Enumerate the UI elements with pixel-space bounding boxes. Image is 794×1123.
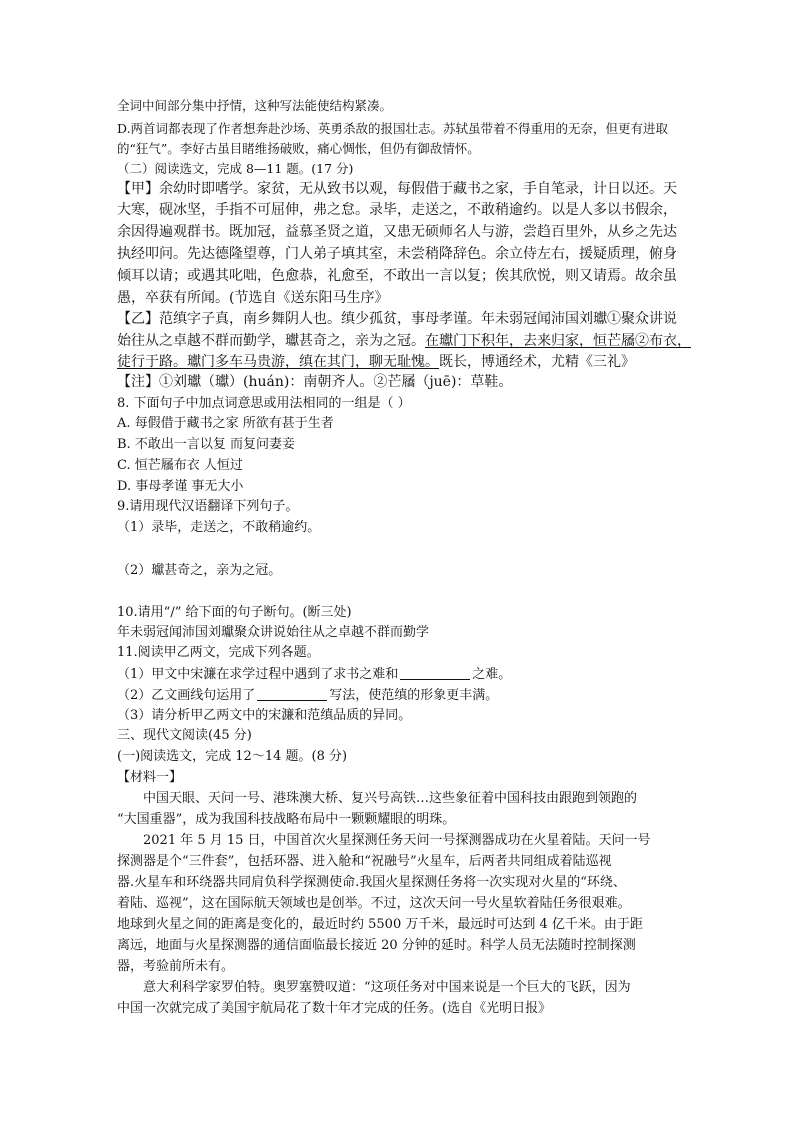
material-line: 着陆、巡视”，这在国际航天领域也是创举。不过，这次天问一号火星软着陆任务很艰难。 — [117, 896, 631, 911]
question-11: 11.阅读甲乙两文，完成下列各题。 — [117, 645, 320, 660]
section-heading: (一)阅读选文，完成 12～14 题。(8 分) — [117, 749, 348, 764]
material-line: 中国天眼、天问一号、港珠澳大桥、复兴号高铁…这些象征着中国科技由跟跑到领跑的 — [143, 791, 638, 806]
material-line: “大国重器”，成为我国科技战略布局中一颗颗耀眼的明珠。 — [117, 812, 456, 827]
question-9-2: （2）瓛甚奇之，亲为之冠。 — [117, 563, 282, 578]
passage-jia-line: 余因得遍观群书。既加冠，益慕圣贤之道，又患无硕师名人与游，尝趋百里外，从乡之先达 — [117, 224, 677, 240]
answer-blank[interactable] — [257, 688, 327, 701]
question-text: 之难。 — [472, 667, 512, 682]
annotation-note: 【注】①刘瓛（瓛）(huán)：南朝齐人。②芒屩（juē)：草鞋。 — [117, 374, 513, 390]
passage-jia-line: 大寒，砚冰坚，手指不可屈伸，弗之怠。录毕，走送之，不敢稍逾约。以是人多以书假余， — [117, 202, 677, 218]
material-line: 中国一次就完成了美国宇航局花了数十年才完成的任务。(选自《光明日报》 — [117, 1001, 552, 1016]
text-line: 全词中间部分集中抒情，这种写法能使结构紧凑。 — [117, 98, 393, 113]
underlined-sentence: 在瓛门下积年，去来归家，恒芒屩②布衣， — [425, 333, 691, 349]
question-9: 9.请用现代汉语翻译下列句子。 — [117, 499, 299, 514]
question-10-sentence: 年未弱冠闻沛国刘瓛聚众讲说始往从之卓越不群而勤学 — [117, 625, 430, 640]
question-11-2 — [117, 688, 498, 702]
material-line: 离远，地面与火星探测器的通信面临最长接近 20 分钟的延时。科学人员无法随时控制探测 — [117, 938, 636, 953]
material-line: 探测器是个“三件套”，包括环器、进入舱和“祝融号”火星车，后两者共同组成着陆巡视 — [117, 854, 612, 869]
question-text: （1）甲文中宋濂在求学过程中遇到了求书之难和 — [117, 667, 399, 682]
passage-jia-line: 倾耳以请；或遇其叱咄，色愈恭，礼愈至，不敢出一言以复；俟其欣悦，则又请焉。故余虽 — [117, 268, 677, 284]
passage-jia-line: 愚，卒获有所闻。(节选自《送东阳马生序》 — [117, 290, 389, 306]
passage-yi-text: 既长，博通经术，尤精《三礼》 — [439, 354, 635, 370]
answer-blank[interactable] — [400, 667, 470, 680]
question-text: （2）乙文画线句运用了 — [117, 688, 256, 703]
passage-jia-line: 【甲】余幼时即嗜学。家贫，无从致书以观，每假借于藏书之家，手自笔录，计日以还。天 — [117, 181, 677, 197]
material-label: 【材料一】 — [117, 770, 183, 785]
passage-yi-line: 【乙】范缜字子真，南乡舞阴人也。缜少孤贫，事母孝谨。年未弱冠闻沛国刘瓛①聚众讲说 — [117, 311, 677, 327]
material-line: 器.火星车和环绕器共同肩负科学探测使命.我国火星探测任务将一次实现对火星的“环绕、 — [117, 875, 626, 890]
question-8: 8. 下面句子中加点词意思或用法相同的一组是（ ） — [117, 396, 411, 411]
question-11-3: （3）请分析甲乙两文中的宋濂和范缜品质的异同。 — [117, 708, 412, 723]
question-9-1: （1）录毕，走送之，不敢稍逾约。 — [117, 520, 321, 535]
option-a: A. 每假借于藏书之家 所欲有甚于生者 — [117, 416, 334, 431]
passage-yi-line — [117, 334, 691, 348]
option-b: B. 不敢出一言以复 而复问妻妾 — [117, 437, 295, 452]
option-d: D. 事母孝谨 事无大小 — [117, 479, 244, 494]
material-line: 器，考验前所未有。 — [117, 959, 235, 974]
option-c: C. 恒芒屩布衣 人恒过 — [117, 458, 243, 473]
question-text: 写法，使范缜的形象更丰满。 — [329, 688, 499, 703]
text-line: 的“狂气”。李好古虽目睹维扬破败，痛心惆怅，但仍有御敌情怀。 — [117, 141, 480, 156]
passage-yi-line — [117, 355, 635, 369]
question-11-1 — [117, 667, 511, 681]
text-line: D.两首词都表现了作者想奔赴沙场、英勇杀敌的报国壮志。苏轼虽带着不得重用的无奈，但更有进取 — [117, 121, 669, 136]
passage-jia-line: 执经叩问。先达德隆望尊，门人弟子填其室，未尝稍降辞色。余立侍左右，援疑质理，俯身 — [117, 246, 677, 262]
underlined-sentence: 徒行于路。瓛门多车马贵游，缜在其门，聊无耻愧。 — [117, 354, 439, 370]
section-heading: （二）阅读选文，完成 8—11 题。(17 分) — [117, 161, 354, 176]
question-10: 10.请用“/” 给下面的句子断句。(断三处) — [117, 605, 352, 620]
section-heading: 三、现代文阅读(45 分) — [117, 728, 252, 743]
material-line: 意大利科学家罗伯特。奥罗塞赞叹道：“这项任务对中国来说是一个巨大的飞跃，因为 — [143, 980, 631, 995]
material-line: 2021 年 5 月 15 日，中国首次火星探测任务天问一号探测器成功在火星着陆。天问一号 — [143, 833, 651, 848]
passage-yi-text: 始往从之卓越不群而勤学，瓛甚奇之，亲为之冠。 — [117, 333, 425, 349]
material-line: 地球到火星之间的距离是变化的，最近时约 5500 万千米，最远时可达到 4 亿千米。由于距 — [117, 917, 643, 932]
